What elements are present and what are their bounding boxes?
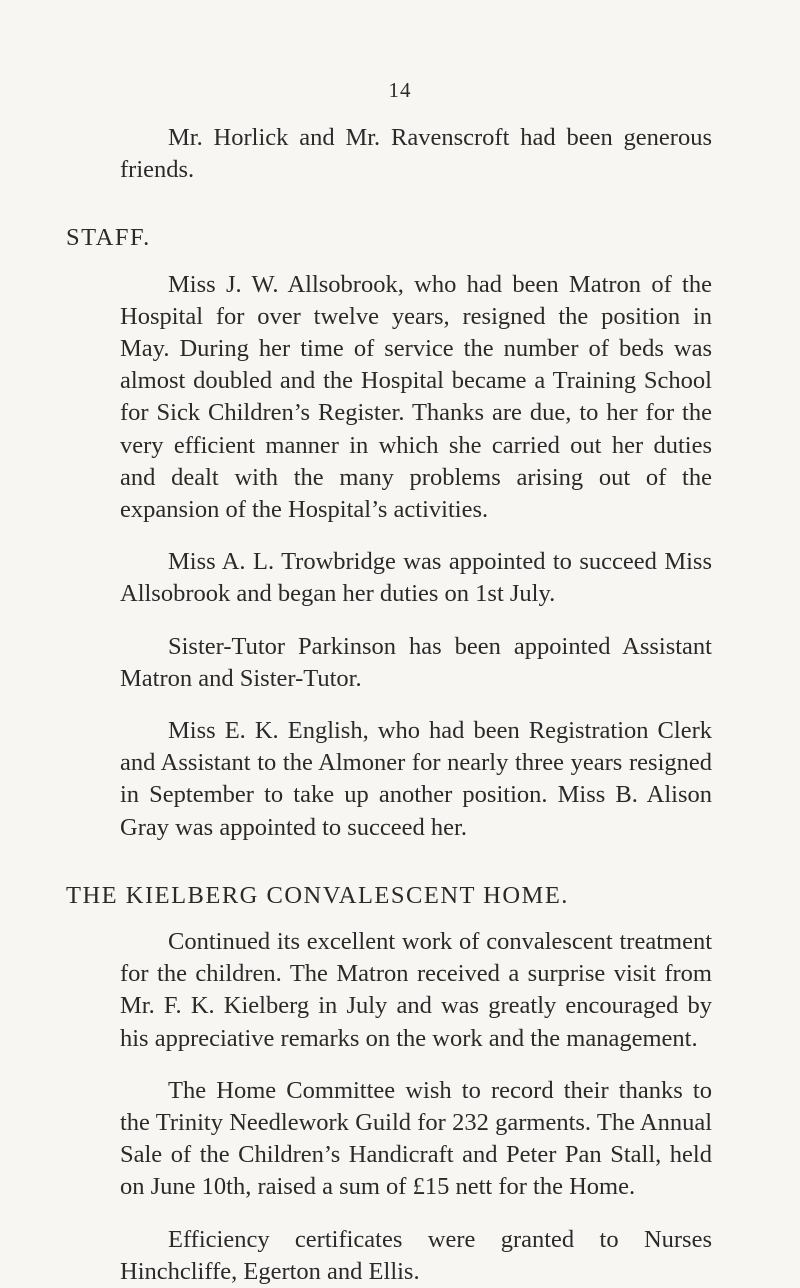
kielberg-paragraph-2: The Home Committee wish to record their thanks to the Trinity Needlework Guild for 232 garments. The Annual Sale of the Children’s Handicraft and Peter Pan Stall, held on June 10th, raised a sum of £15 nett for the Home. bbox=[120, 1076, 712, 1201]
section-heading-kielberg-home: THE KIELBERG CONVALESCENT HOME. bbox=[66, 881, 569, 909]
document-body bbox=[66, 122, 712, 1288]
section-heading-staff: STAFF. bbox=[66, 224, 151, 252]
staff-paragraph-4: Miss E. K. English, who had been Registration Clerk and Assistant to the Almoner for nearly three years resigned in September to take up another position. Miss B. Alison Gray was appointed to succeed her. bbox=[120, 717, 712, 841]
staff-paragraph-1: Miss J. W. Allsobrook, who had been Matron of the Hospital for over twelve years, resigned the position in May. During her time of service the number of beds was almost doubled and the Hospital became a Training School for Sick Children’s Register. Thanks are due, to her for the very efficient manner in which she carried out her duties and dealt with the many problems arising out of the expansion of the Hospital’s activities. bbox=[120, 270, 712, 524]
staff-paragraph-3: Sister-Tutor Parkinson has been appointed Assistant Matron and Sister-Tutor. bbox=[120, 632, 712, 692]
staff-paragraph-2: Miss A. L. Trowbridge was appointed to succeed Miss Allsobrook and began her duties on 1st July. bbox=[120, 548, 712, 608]
page-number: 14 bbox=[388, 78, 412, 102]
kielberg-paragraph-1: Continued its excellent work of convalescent treatment for the children. The Matron received a surprise visit from Mr. F. K. Kielberg in July and was greatly encouraged by his appreciative remarks on the work and the management. bbox=[120, 928, 712, 1052]
intro-paragraph: Mr. Horlick and Mr. Ravenscroft had been generous friends. bbox=[120, 124, 712, 184]
kielberg-paragraph-3: Efficiency certificates were granted to Nurses Hinchcliffe, Egerton and Ellis. bbox=[120, 1225, 712, 1285]
